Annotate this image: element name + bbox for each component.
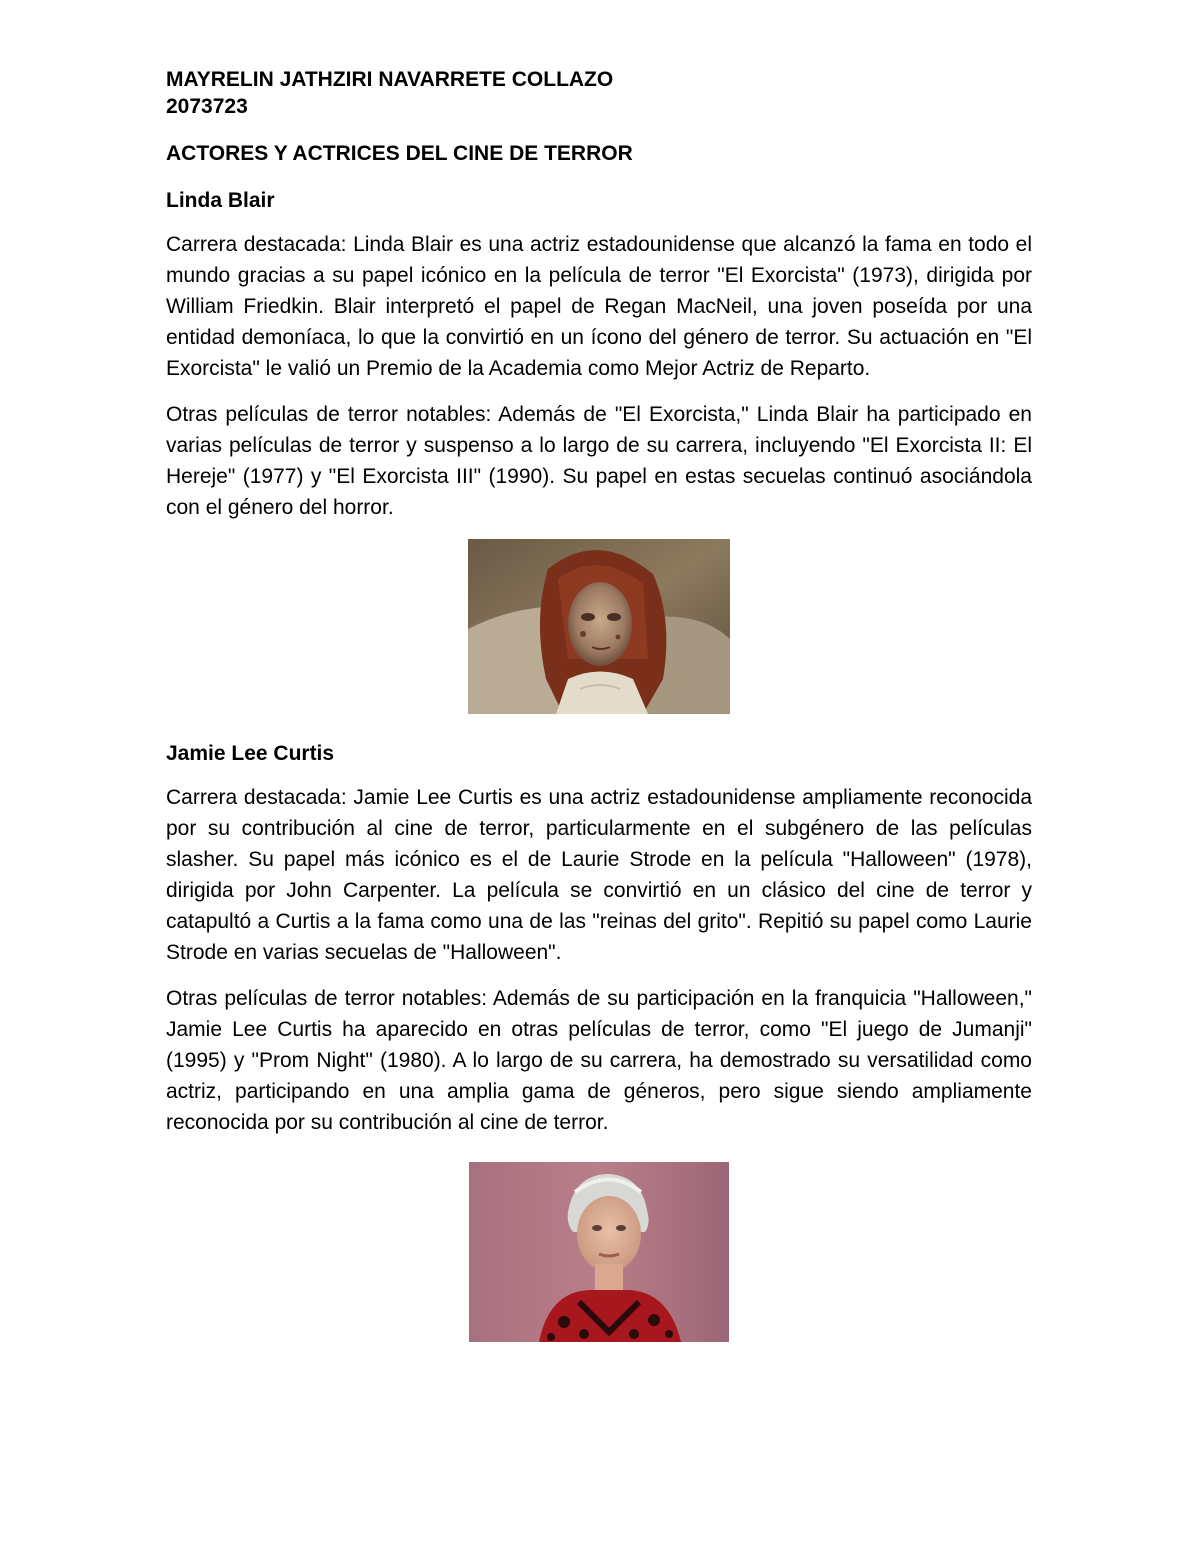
paragraph: Carrera destacada: Jamie Lee Curtis es una actriz estadounidense ampliamente reconocida por su contribución al cine de terror, particularmente en el subgénero de las películas slasher. Su papel más icónico es el de Laurie Strode en la película "Halloween" (1978), dirigida por John Carpenter. La película se convirtió en un clásico del cine de terror y catapultó a Curtis a la fama como una de las "reinas del grito". Repitió su papel como Laurie Strode en varias secuelas de "Halloween". [166, 786, 1032, 964]
paragraph: Otras películas de terror notables: Además de su participación en la franquicia "Halloween," Jamie Lee Curtis ha aparecido en otras películas de terror, como "El juego de Jumanji" (1995) y "Prom Night" (1980). A lo largo de su carrera, ha demostrado su versatilidad como actriz, participando en una amplia gama de géneros, pero sigue siendo ampliamente reconocida por su contribución al cine de terror. [166, 987, 1032, 1134]
section-heading: Jamie Lee Curtis [166, 742, 335, 765]
section-jamie-lee-curtis [166, 740, 1032, 1342]
author-name: MAYRELIN JATHZIRI NAVARRETE COLLAZO [166, 68, 614, 91]
document-title: ACTORES Y ACTRICES DEL CINE DE TERROR [166, 142, 633, 165]
photo-container [166, 539, 1032, 714]
paragraph: Otras películas de terror notables: Además de "El Exorcista," Linda Blair ha participado en varias películas de terror y suspenso a lo largo de su carrera, incluyendo "El Exorcista II: El Hereje" (1977) y "El Exorcista III" (1990). Su papel en estas secuelas continuó asociándola con el género del horror. [166, 403, 1032, 519]
photo-container [166, 1162, 1032, 1342]
section-linda-blair [166, 187, 1032, 714]
student-id: 2073723 [166, 95, 248, 118]
photo-jamie-lee-curtis [469, 1162, 729, 1342]
section-heading: Linda Blair [166, 189, 275, 212]
photo-linda-blair [468, 539, 730, 714]
document-page [166, 66, 1032, 1342]
paragraph: Carrera destacada: Linda Blair es una actriz estadounidense que alcanzó la fama en todo el mundo gracias a su papel icónico en la película de terror "El Exorcista" (1973), dirigida por William Friedkin. Blair interpretó el papel de Regan MacNeil, una joven poseída por una entidad demoníaca, lo que la convirtió en un ícono del género de terror. Su actuación en "El Exorcista" le valió un Premio de la Academia como Mejor Actriz de Reparto. [166, 233, 1032, 380]
